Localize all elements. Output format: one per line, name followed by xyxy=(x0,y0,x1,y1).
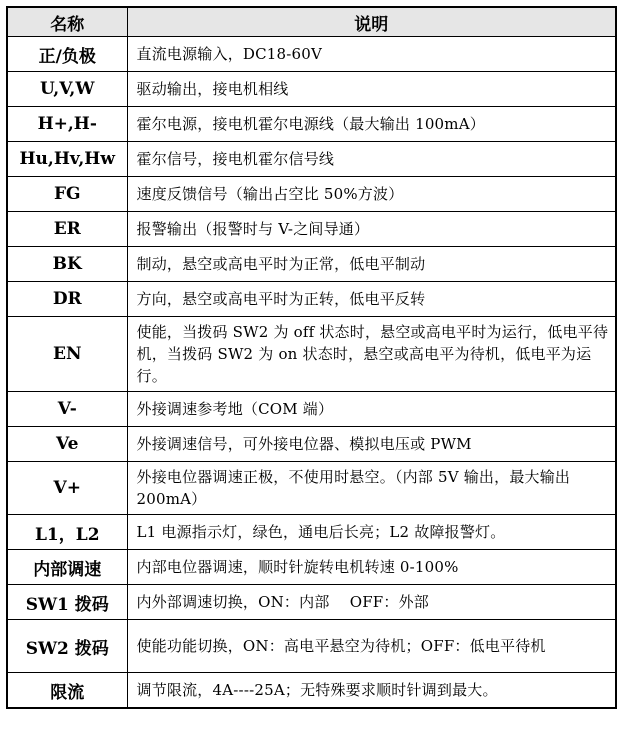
row-name: V- xyxy=(7,392,127,427)
row-description: 速度反馈信号（输出占空比 50%方波） xyxy=(127,177,616,212)
row-description: 使能功能切换，ON：高电平悬空为待机；OFF：低电平待机 xyxy=(127,620,616,673)
row-name: SW1 拨码 xyxy=(7,585,127,620)
header-name: 名称 xyxy=(7,7,127,37)
table-row xyxy=(7,392,616,427)
row-description: 调节限流，4A----25A；无特殊要求顺时针调到最大。 xyxy=(127,673,616,709)
table-row xyxy=(7,317,616,392)
table-row xyxy=(7,515,616,550)
table-row xyxy=(7,72,616,107)
row-description: 霍尔电源，接电机霍尔电源线（最大输出 100mA） xyxy=(127,107,616,142)
row-description: 内部电位器调速，顺时针旋转电机转速 0-100% xyxy=(127,550,616,585)
row-name: 内部调速 xyxy=(7,550,127,585)
row-name: FG xyxy=(7,177,127,212)
row-name: BK xyxy=(7,247,127,282)
table-row xyxy=(7,282,616,317)
row-name: L1，L2 xyxy=(7,515,127,550)
table-row xyxy=(7,673,616,709)
table-row xyxy=(7,212,616,247)
row-name: DR xyxy=(7,282,127,317)
row-name: SW2 拨码 xyxy=(7,620,127,673)
table-row xyxy=(7,107,616,142)
table-row xyxy=(7,550,616,585)
row-name: EN xyxy=(7,317,127,392)
table-header-row xyxy=(7,7,616,37)
row-description: 外接调速信号，可外接电位器、模拟电压或 PWM xyxy=(127,427,616,462)
row-name: V+ xyxy=(7,462,127,515)
row-name: Ve xyxy=(7,427,127,462)
table-row xyxy=(7,585,616,620)
table-row xyxy=(7,462,616,515)
row-description: 外接电位器调速正极，不使用时悬空。（内部 5V 输出，最大输出 200mA） xyxy=(127,462,616,515)
header-description: 说明 xyxy=(127,7,616,37)
row-description: 驱动输出，接电机相线 xyxy=(127,72,616,107)
row-description: 直流电源输入，DC18-60V xyxy=(127,37,616,72)
row-name: 正/负极 xyxy=(7,37,127,72)
spec-table-container xyxy=(6,6,615,709)
row-name: ER xyxy=(7,212,127,247)
row-name: Hu,Hv,Hw xyxy=(7,142,127,177)
row-description: 内外部调速切换，ON：内部 OFF：外部 xyxy=(127,585,616,620)
row-description: 方向，悬空或高电平时为正转，低电平反转 xyxy=(127,282,616,317)
row-description: 报警输出（报警时与 V-之间导通） xyxy=(127,212,616,247)
table-row xyxy=(7,620,616,673)
row-description: 外接调速参考地（COM 端） xyxy=(127,392,616,427)
table-row xyxy=(7,427,616,462)
table-row xyxy=(7,142,616,177)
table-row xyxy=(7,177,616,212)
table-row xyxy=(7,37,616,72)
row-description: 制动，悬空或高电平时为正常，低电平制动 xyxy=(127,247,616,282)
row-name: 限流 xyxy=(7,673,127,709)
row-name: U,V,W xyxy=(7,72,127,107)
row-name: H+,H- xyxy=(7,107,127,142)
terminal-spec-table xyxy=(6,6,617,709)
table-row xyxy=(7,247,616,282)
row-description: 使能，当拨码 SW2 为 off 状态时，悬空或高电平时为运行，低电平待机，当拨码 SW2 为 on 状态时，悬空或高电平为待机，低电平为运行。 xyxy=(127,317,616,392)
row-description: 霍尔信号，接电机霍尔信号线 xyxy=(127,142,616,177)
row-description: L1 电源指示灯，绿色，通电后长亮；L2 故障报警灯。 xyxy=(127,515,616,550)
